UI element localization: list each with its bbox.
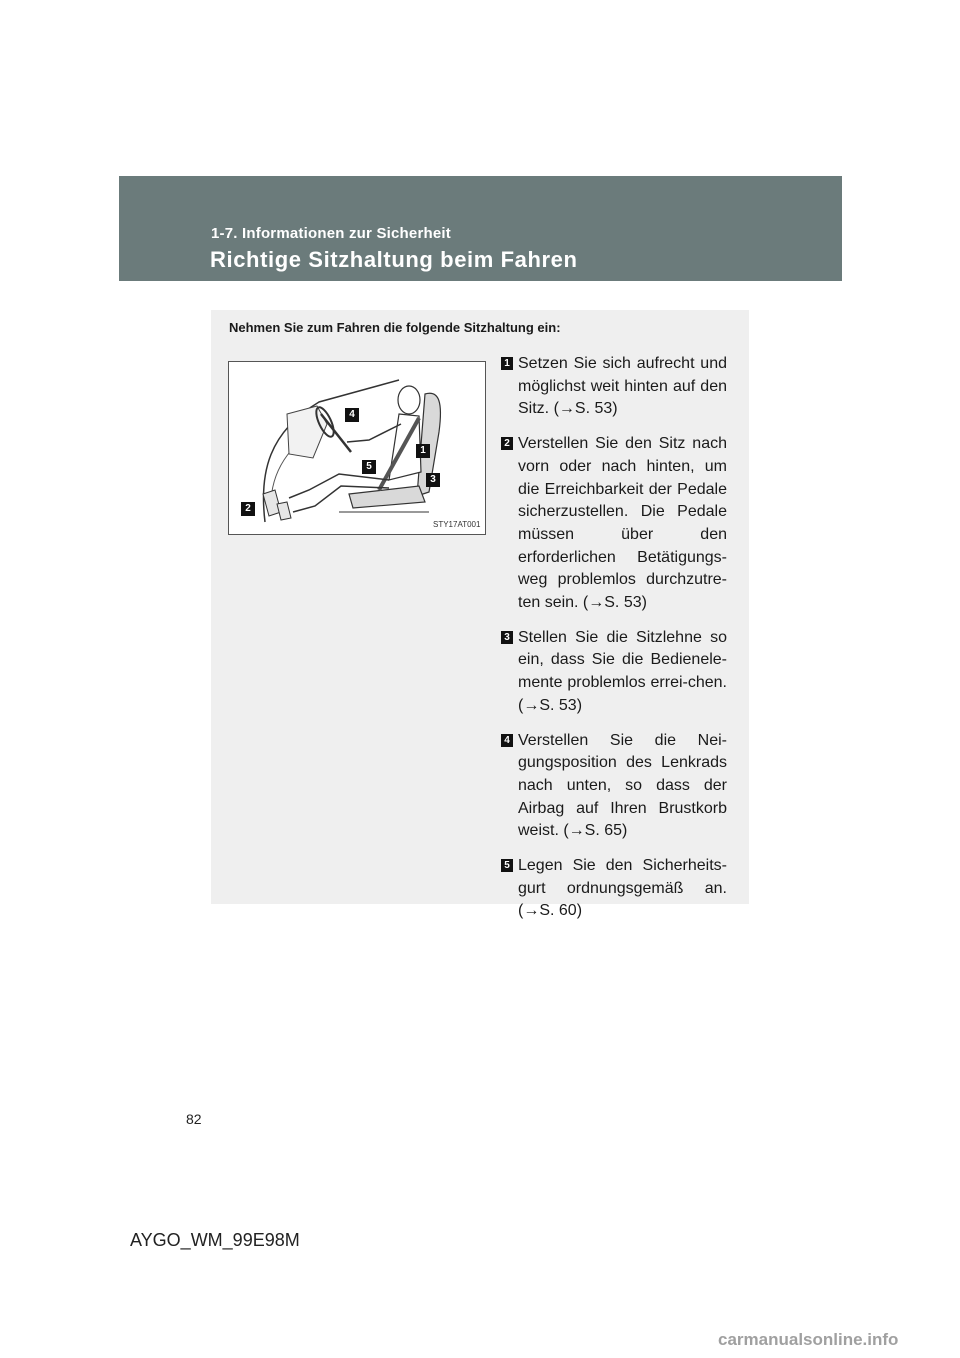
section-label: 1-7. Informationen zur Sicherheit (211, 225, 451, 242)
item-number-badge: 1 (501, 357, 513, 370)
list-item (501, 627, 727, 718)
seating-position-illustration (228, 361, 486, 535)
item-number-badge: 5 (501, 859, 513, 872)
callout-2: 2 (241, 502, 255, 516)
item-text: Setzen Sie sich aufrecht und möglichst weit hinten auf den Sitz. (→S. 53) (518, 355, 727, 418)
figure-code: STY17AT001 (433, 520, 481, 529)
item-number-badge: 2 (501, 437, 513, 450)
list-item (501, 353, 727, 421)
page-number: 82 (186, 1111, 202, 1127)
callout-3: 3 (426, 473, 440, 487)
item-number-badge: 3 (501, 631, 513, 644)
list-item (501, 855, 727, 923)
watermark: carmanualsonline.info (718, 1330, 899, 1349)
intro-text: Nehmen Sie zum Fahren die folgende Sitzhaltung ein: (229, 320, 561, 335)
callout-1: 1 (416, 444, 430, 458)
item-text: Legen Sie den Sicherheits-gurt ordnungsgemäß an. (→S. 60) (518, 857, 727, 920)
item-text: Verstellen Sie den Sitz nach vorn oder nach hinten, um die Erreichbarkeit der Pedale sicherzustellen. Die Pedale müssen über den erforderlichen Betätigungs-weg problemlos durchzutre-ten sein. (→S. 53) (518, 435, 727, 612)
item-text: Verstellen Sie die Nei-gungsposition des Lenkrads nach unten, so dass der Airbag auf Ihren Brustkorb weist. (→S. 65) (518, 731, 727, 840)
item-text: Stellen Sie die Sitzlehne so ein, dass Sie die Bedienele-mente problemlos errei-chen. (→S. 53) (518, 628, 727, 714)
page-title: Richtige Sitzhaltung beim Fahren (210, 247, 578, 272)
callout-5: 5 (362, 460, 376, 474)
callout-4: 4 (345, 408, 359, 422)
instruction-list (501, 353, 727, 935)
document-code: AYGO_WM_99E98M (130, 1230, 300, 1250)
list-item (501, 433, 727, 615)
list-item (501, 730, 727, 844)
item-number-badge: 4 (501, 734, 513, 747)
illustration-drawing (229, 362, 485, 534)
